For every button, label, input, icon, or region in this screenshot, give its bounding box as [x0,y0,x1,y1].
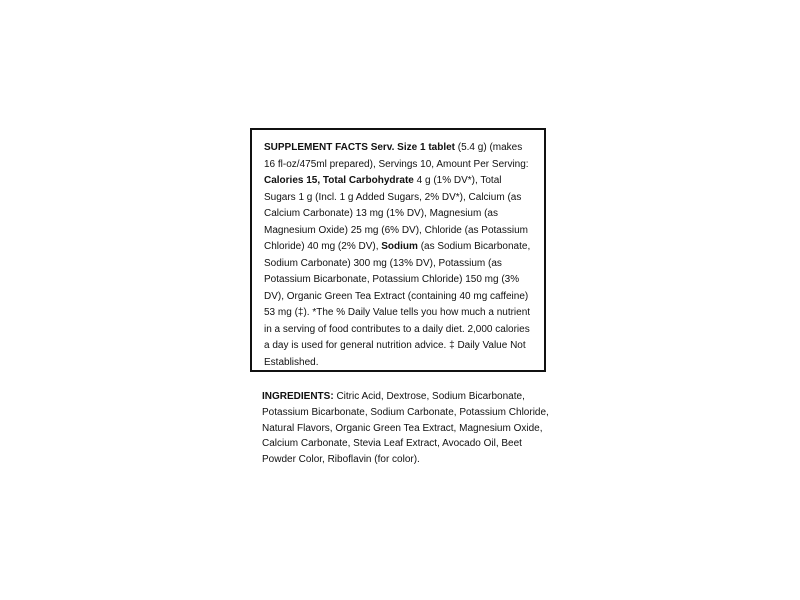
serving-size-label: Serv. Size 1 tablet [370,142,455,153]
ingredients-section [262,389,554,468]
serving-info: (5.4 g) (makes 16 fl-oz/475ml prepared), Servings 10, Amount Per Serving: [264,142,529,170]
calories-carbohydrate-label: Calories 15, Total Carbohydrate [264,175,414,186]
carb-and-minerals-text: 4 g (1% DV*), Total Sugars 1 g (Incl. 1 g Added Sugars, 2% DV*), Calcium (as Calcium Carbonate) 13 mg (1% DV), Magnesium (as Magnesium Oxide) 25 mg (6% DV), Chloride (as Potassium Chloride) 40 mg (2% DV), [264,175,528,252]
supplement-facts-heading: SUPPLEMENT FACTS [264,142,368,153]
supplement-facts-rest: (as Sodium Bicarbonate, Sodium Carbonate) 300 mg (13% DV), Potassium (as Potassium Bicarbonate, Potassium Chloride) 150 mg (3% DV), Organic Green Tea Extract (containing 40 mg caffeine) 53 mg (‡). *The % Daily Value tells you how much a nutrient in a serving of food contributes to a daily diet. 2,000 calories a day is used for general nutrition advice. ‡ Daily Value Not Established. [264,241,531,368]
ingredients-text: Citric Acid, Dextrose, Sodium Bicarbonate, Potassium Bicarbonate, Sodium Carbonate, Potassium Chloride, Natural Flavors, Organic Green Tea Extract, Magnesium Oxide, Calcium Carbonate, Stevia Leaf Extract, Avocado Oil, Beet Powder Color, Riboflavin (for color). [262,391,549,466]
supplement-facts-panel [250,128,546,372]
sodium-label: Sodium [381,241,418,252]
ingredients-label: INGREDIENTS: [262,391,334,402]
